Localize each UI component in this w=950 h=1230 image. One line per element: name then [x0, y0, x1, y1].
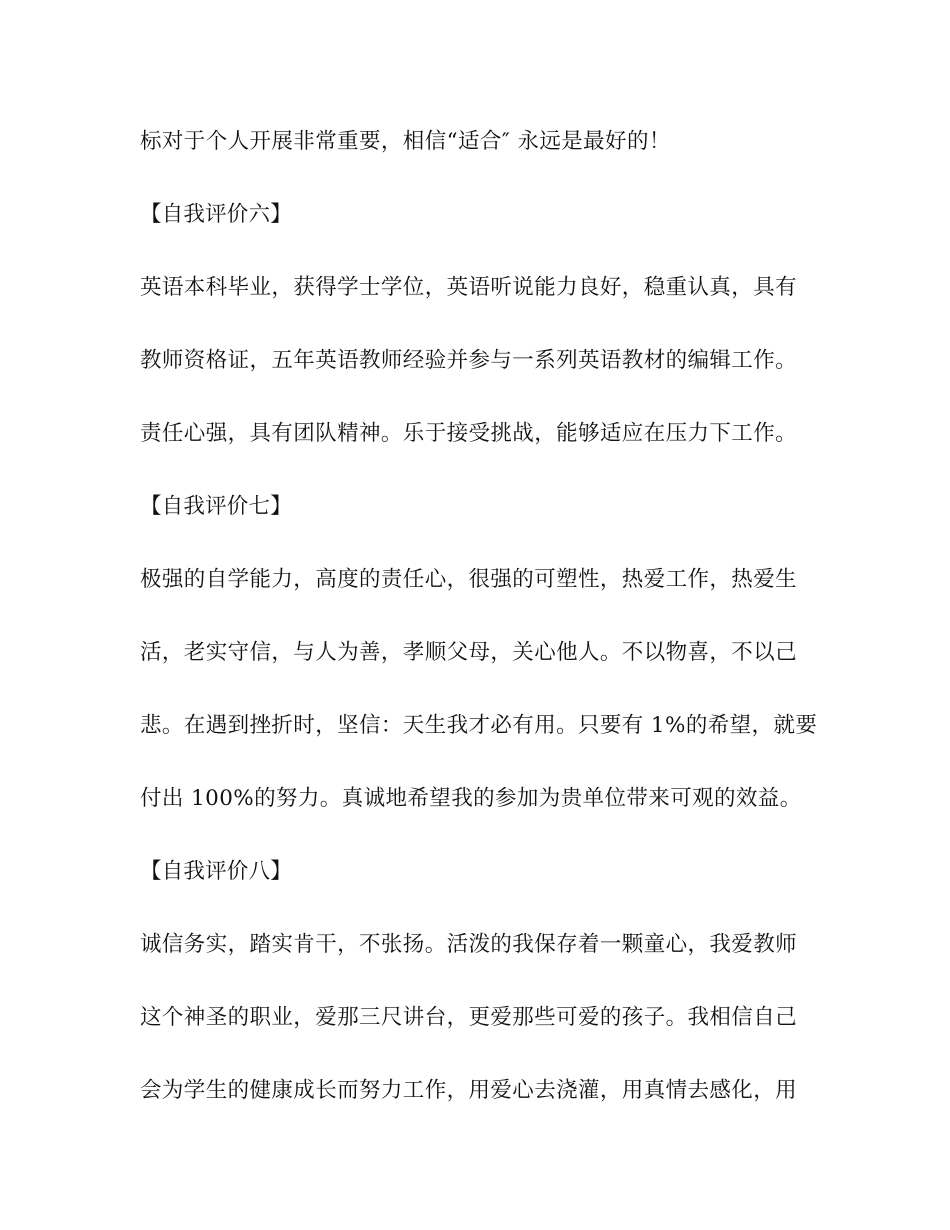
paragraph-line: 悲。在遇到挫折时，坚信：天生我才必有用。只要有 1%的希望，就要 — [140, 713, 818, 738]
paragraph-line: 这个神圣的职业，爱那三尺讲台，更爱那些可爱的孩子。我相信自己 — [140, 1005, 798, 1030]
paragraph-line: 英语本科毕业，获得学士学位，英语听说能力良好，稳重认真，具有 — [140, 275, 798, 300]
section-heading-8: 【自我评价八】 — [140, 859, 292, 884]
paragraph-line: 诚信务实，踏实肯干，不张扬。活泼的我保存着一颗童心，我爱教师 — [140, 932, 798, 957]
paragraph-line: 会为学生的健康成长而努力工作，用爱心去浇灌，用真情去感化，用 — [140, 1078, 798, 1103]
section-heading-6: 【自我评价六】 — [140, 202, 292, 227]
section-heading-7: 【自我评价七】 — [140, 494, 292, 519]
paragraph-line: 活，老实守信，与人为善，孝顺父母，关心他人。不以物喜，不以己 — [140, 640, 798, 665]
paragraph-line: 付出 100%的努力。真诚地希望我的参加为贵单位带来可观的效益。 — [140, 786, 802, 811]
paragraph-line: 责任心强，具有团队精神。乐于接受挑战，能够适应在压力下工作。 — [140, 421, 798, 446]
paragraph-line: 标对于个人开展非常重要，相信“适合″ 永远是最好的！ — [140, 129, 671, 154]
paragraph-line: 教师资格证，五年英语教师经验并参与一系列英语教材的编辑工作。 — [140, 348, 798, 373]
paragraph-line: 极强的自学能力，高度的责任心，很强的可塑性，热爱工作，热爱生 — [140, 567, 798, 592]
